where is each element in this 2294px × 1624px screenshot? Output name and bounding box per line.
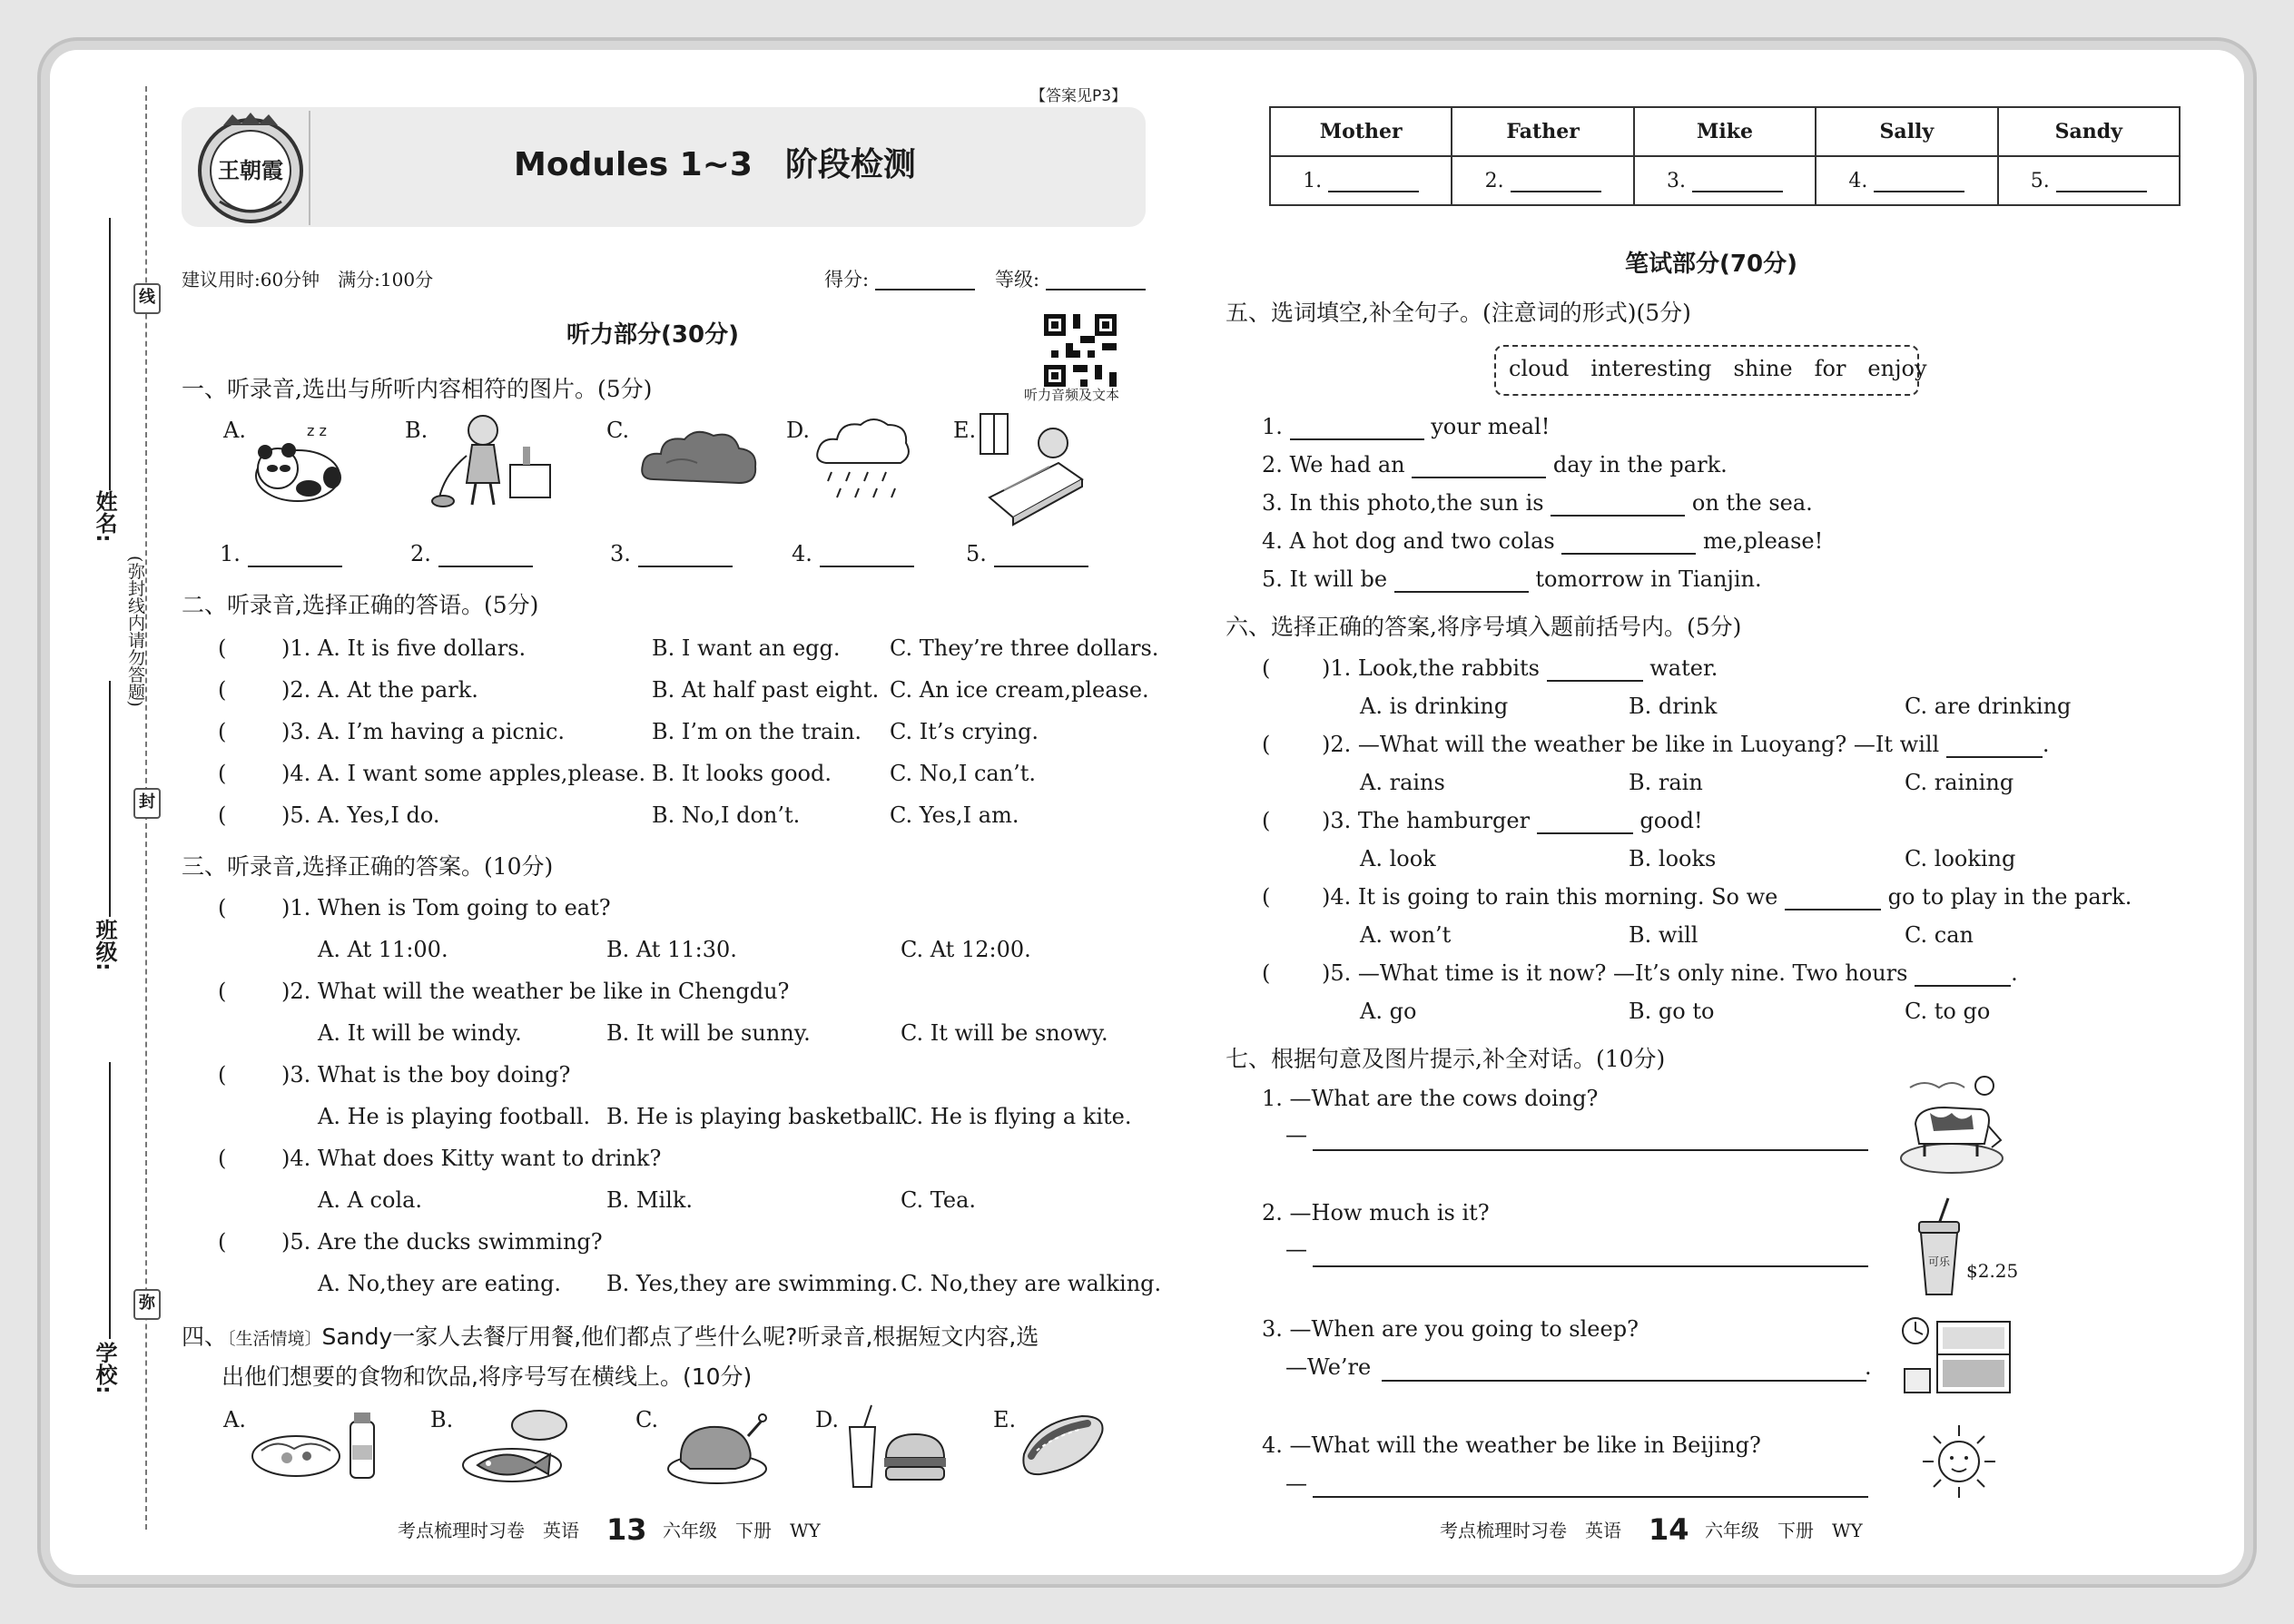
table-header-row (1270, 107, 2180, 156)
table-answer-cell[interactable]: 2. (1452, 156, 1633, 205)
s7-answer-line-3[interactable] (1382, 1380, 1866, 1382)
fish-and-soup-image (459, 1405, 596, 1491)
time-info: 建议用时:60分钟 满分:100分 (182, 269, 434, 290)
s6-q3-c: C. looking (1905, 846, 2016, 871)
rainy-image (813, 412, 913, 516)
s6-q4-b: B. will (1629, 922, 1698, 948)
school-label: 学校: (92, 1342, 117, 1394)
s3-q4: )4. What does Kitty want to drink? (281, 1146, 662, 1171)
s2-q3-c: C. It’s crying. (890, 719, 1039, 744)
s7-title: 七、根据句意及图片提示,补全对话。(10分) (1226, 1046, 1666, 1072)
s3-q5-a: A. No,they are eating. (318, 1271, 562, 1296)
noodles-and-milk-image (249, 1405, 385, 1491)
s1-letter-d: D. (786, 418, 811, 443)
answer-ref: 【答案见P3】 (1030, 87, 1127, 105)
binding-mi: 弥 (133, 1289, 161, 1320)
s6-bracket-3[interactable]: ( (1262, 808, 1271, 833)
s5-item-3: 3. In this photo,the sun is on the sea. (1262, 490, 1813, 516)
s5-blank-5[interactable] (1394, 567, 1529, 593)
s6-q2: )2. —What will the weather be like in Luoyang? —It will . (1322, 732, 2050, 757)
s7-answer-line-2[interactable] (1313, 1265, 1868, 1267)
s2-bracket-2[interactable]: ( (218, 677, 227, 703)
word-bank: cloud interesting shine for enjoy (1509, 356, 1927, 381)
s7-q4: 4. —What will the weather be like in Beijing? (1262, 1432, 1761, 1458)
s7-answer-line-1[interactable] (1313, 1149, 1868, 1151)
s7-a1: — (1285, 1122, 1307, 1147)
s3-q3-a: A. He is playing football. (318, 1104, 591, 1129)
s5-item-2: 2. We had an day in the park. (1262, 452, 1728, 477)
s7-q3: 3. —When are you going to sleep? (1262, 1316, 1639, 1342)
footer-left-pre: 考点梳理时习卷 英语 (398, 1520, 579, 1541)
s6-blank-1[interactable] (1547, 656, 1643, 682)
table-header-cell: Sally (1816, 107, 1997, 156)
s3-q4-a: A. A cola. (318, 1187, 423, 1213)
s1-letter-c: C. (606, 418, 630, 443)
s6-q5: )5. —What time is it now? —It’s only nine. Two hours . (1322, 960, 2018, 986)
s6-q1-a: A. is drinking (1360, 694, 1509, 719)
s1-title: 一、听录音,选出与所听内容相符的图片。(5分) (182, 376, 653, 402)
s3-q3-b: B. He is playing basketball. (606, 1104, 910, 1129)
s5-item-1: 1. your meal! (1262, 414, 1551, 439)
s5-blank-4[interactable] (1561, 529, 1696, 555)
binding-note: (弥封线内请勿答题) (125, 556, 145, 707)
s6-q2-c: C. raining (1905, 770, 2014, 795)
s3-q2: )2. What will the weather be like in Chengdu? (281, 979, 790, 1004)
s3-q1-a: A. At 11:00. (318, 937, 448, 962)
s2-q3-b: B. I’m on the train. (652, 719, 862, 744)
s6-q3-a: A. look (1360, 846, 1436, 871)
s5-blank-3[interactable] (1551, 491, 1685, 517)
s2-bracket-4[interactable]: ( (218, 761, 227, 786)
publisher-logo (189, 111, 312, 225)
table-header-cell: Mike (1634, 107, 1816, 156)
s2-q2: )2. A. At the park. (281, 677, 478, 703)
s2-q3: )3. A. I’m having a picnic. (281, 719, 566, 744)
s6-q1-b: B. drink (1629, 694, 1718, 719)
s6-q2-b: B. rain (1629, 770, 1703, 795)
s3-q2-a: A. It will be windy. (318, 1020, 522, 1046)
s6-blank-5[interactable] (1915, 961, 2011, 987)
footer-right-post: 六年级 下册 WY (1705, 1520, 1863, 1541)
girl-vacuuming-image (427, 410, 563, 514)
grade-label: 等级: (995, 269, 1040, 290)
s2-bracket-1[interactable]: ( (218, 635, 227, 661)
s3-q5: )5. Are the ducks swimming? (281, 1229, 603, 1255)
hot-dog-image (1019, 1409, 1109, 1485)
s6-bracket-2[interactable]: ( (1262, 732, 1271, 757)
s3-bracket-2[interactable]: ( (218, 979, 227, 1004)
s2-q4: )4. A. I want some apples,please. (281, 761, 646, 786)
table-answer-cell[interactable]: 5. (1998, 156, 2180, 205)
table-header-cell: Mother (1270, 107, 1452, 156)
sleeping-panda-image (245, 416, 354, 510)
s2-bracket-5[interactable]: ( (218, 802, 227, 828)
writing-header: 笔试部分(70分) (1625, 251, 1797, 278)
s3-q4-b: B. Milk. (606, 1187, 693, 1213)
s4-letter-e: E. (993, 1407, 1017, 1432)
cola-cup-image (1912, 1196, 1966, 1302)
s5-item-4: 4. A hot dog and two colas me,please! (1262, 528, 1824, 554)
s7-a3: —We’re (1285, 1354, 1372, 1380)
footer-left-post: 六年级 下册 WY (663, 1520, 821, 1541)
s6-q4-a: A. won’t (1360, 922, 1452, 948)
s2-q4-c: C. No,I can’t. (890, 761, 1037, 786)
s5-title: 五、选词填空,补全句子。(注意词的形式)(5分) (1226, 300, 1691, 326)
s3-bracket-3[interactable]: ( (218, 1062, 227, 1088)
table-answer-cell[interactable]: 3. (1634, 156, 1816, 205)
s3-bracket-1[interactable]: ( (218, 895, 227, 920)
s1-blank-1[interactable]: 1. (220, 541, 342, 567)
s3-q1-b: B. At 11:30. (606, 937, 737, 962)
s6-blank-2[interactable] (1946, 733, 2043, 758)
clock-and-bunk-bed-image (1901, 1314, 2013, 1400)
s7-answer-line-4[interactable] (1313, 1496, 1868, 1498)
page-number-14: 14 (1649, 1512, 1689, 1547)
cows-eating-grass-image (1897, 1071, 2006, 1184)
class-label: 班级: (92, 919, 117, 971)
s3-q5-c: C. No,they are walking. (901, 1271, 1162, 1296)
s3-q1: )1. When is Tom going to eat? (281, 895, 611, 920)
s1-blank-3[interactable]: 3. (610, 541, 733, 567)
svg-text:王朝霞: 王朝霞 (218, 157, 283, 183)
s3-q4-c: C. Tea. (901, 1187, 977, 1213)
s1-letter-a: A. (223, 418, 246, 443)
s6-q1: )1. Look,the rabbits water. (1322, 655, 1718, 681)
s4-letter-b: B. (430, 1407, 454, 1432)
listening-header: 听力部分(30分) (566, 321, 739, 349)
s1-blank-4[interactable]: 4. (792, 541, 914, 567)
qr-caption: 听力音频及文本 (1024, 387, 1120, 403)
s2-title: 二、听录音,选择正确的答语。(5分) (182, 592, 539, 618)
s7-q1: 1. —What are the cows doing? (1262, 1086, 1599, 1111)
s6-bracket-5[interactable]: ( (1262, 960, 1271, 986)
s6-q3: )3. The hamburger good! (1322, 808, 1703, 833)
s7-a4: — (1285, 1471, 1307, 1496)
table-header-cell: Sandy (1998, 107, 2180, 156)
s7-q2: 2. —How much is it? (1262, 1200, 1490, 1225)
s6-q4-c: C. can (1905, 922, 1974, 948)
s3-q2-c: C. It will be snowy. (901, 1020, 1108, 1046)
banner-divider (309, 111, 310, 225)
s3-q5-b: B. Yes,they are swimming. (606, 1271, 899, 1296)
svg-text:z z: z z (307, 422, 327, 439)
s6-q2-a: A. rains (1360, 770, 1445, 795)
table-answer-cell[interactable]: 4. (1816, 156, 1997, 205)
s6-q5-b: B. go to (1629, 999, 1715, 1024)
roast-chicken-image (663, 1405, 772, 1491)
s4-title: 四、〔生活情境〕Sandy一家人去餐厅用餐,他们都点了些什么呢?听录音,根据短文内容,选 (182, 1324, 1039, 1350)
s2-q1: )1. A. It is five dollars. (281, 635, 527, 661)
cola-and-burger-image (844, 1403, 953, 1498)
school-field[interactable] (109, 1062, 111, 1339)
name-field[interactable] (109, 218, 111, 490)
s5-blank-1[interactable] (1290, 415, 1424, 440)
boy-in-bed-image (977, 410, 1086, 532)
s2-q5: )5. A. Yes,I do. (281, 802, 440, 828)
score-label: 得分: (824, 269, 870, 290)
s2-q5-c: C. Yes,I am. (890, 802, 1019, 828)
s2-q5-b: B. No,I don’t. (652, 802, 801, 828)
sun-image (1915, 1422, 2003, 1503)
s5-item-5: 5. It will be tomorrow in Tianjin. (1262, 566, 1762, 592)
page-title: Modules 1~3 阶段检测 (514, 146, 916, 183)
s1-blank-5[interactable]: 5. (966, 541, 1088, 567)
class-field[interactable] (109, 681, 111, 917)
s4-letter-c: C. (635, 1407, 659, 1432)
s4-letter-a: A. (223, 1407, 246, 1432)
s6-bracket-1[interactable]: ( (1262, 655, 1271, 681)
binding-xian: 线 (133, 283, 161, 314)
s2-bracket-3[interactable]: ( (218, 719, 227, 744)
s6-bracket-4[interactable]: ( (1262, 884, 1271, 910)
s6-q3-b: B. looks (1629, 846, 1717, 871)
s3-bracket-5[interactable]: ( (218, 1229, 227, 1255)
footer-right-pre: 考点梳理时习卷 英语 (1440, 1520, 1621, 1541)
s7-a2: — (1285, 1236, 1307, 1262)
s6-title: 六、选择正确的答案,将序号填入题前括号内。(5分) (1226, 614, 1742, 640)
family-order-table (1269, 106, 2181, 206)
grade-field[interactable] (1046, 289, 1146, 290)
s6-q5-c: C. to go (1905, 999, 1991, 1024)
page-number-13: 13 (606, 1512, 647, 1547)
s1-blank-2[interactable]: 2. (410, 541, 533, 567)
s6-blank-4[interactable] (1785, 885, 1881, 910)
price-label: $2.25 (1966, 1260, 2019, 1282)
table-header-cell: Father (1452, 107, 1633, 156)
s2-q1-c: C. They’re three dollars. (890, 635, 1159, 661)
s4-title-line2: 出他们想要的食物和饮品,将序号写在横线上。(10分) (222, 1363, 753, 1390)
s1-letter-b: B. (405, 418, 428, 443)
s7-a3-end: . (1865, 1354, 1872, 1380)
s6-q1-c: C. are drinking (1905, 694, 2072, 719)
s1-letter-e: E. (953, 418, 977, 443)
table-answer-cell[interactable]: 1. (1270, 156, 1452, 205)
cup-label: 可乐 (1927, 1255, 1951, 1268)
cloudy-image (635, 423, 763, 499)
qr-code[interactable] (1044, 314, 1117, 387)
s3-q3: )3. What is the boy doing? (281, 1062, 571, 1088)
s6-q5-a: A. go (1360, 999, 1417, 1024)
score-field[interactable] (875, 289, 975, 290)
s6-blank-3[interactable] (1537, 809, 1633, 834)
s3-title: 三、听录音,选择正确的答案。(10分) (182, 853, 554, 880)
s2-q4-b: B. It looks good. (652, 761, 832, 786)
s3-q3-c: C. He is flying a kite. (901, 1104, 1132, 1129)
name-label: 姓名: (92, 490, 117, 543)
s2-q2-b: B. At half past eight. (652, 677, 880, 703)
s2-q2-c: C. An ice cream,please. (890, 677, 1149, 703)
s4-letter-d: D. (815, 1407, 840, 1432)
table-answer-row (1270, 156, 2180, 205)
s3-q2-b: B. It will be sunny. (606, 1020, 811, 1046)
s2-q1-b: B. I want an egg. (652, 635, 841, 661)
s6-q4: )4. It is going to rain this morning. So we go to play in the park. (1322, 884, 2132, 910)
binding-feng: 封 (133, 788, 161, 819)
s3-q1-c: C. At 12:00. (901, 937, 1031, 962)
s5-blank-2[interactable] (1412, 453, 1546, 478)
s3-bracket-4[interactable]: ( (218, 1146, 227, 1171)
